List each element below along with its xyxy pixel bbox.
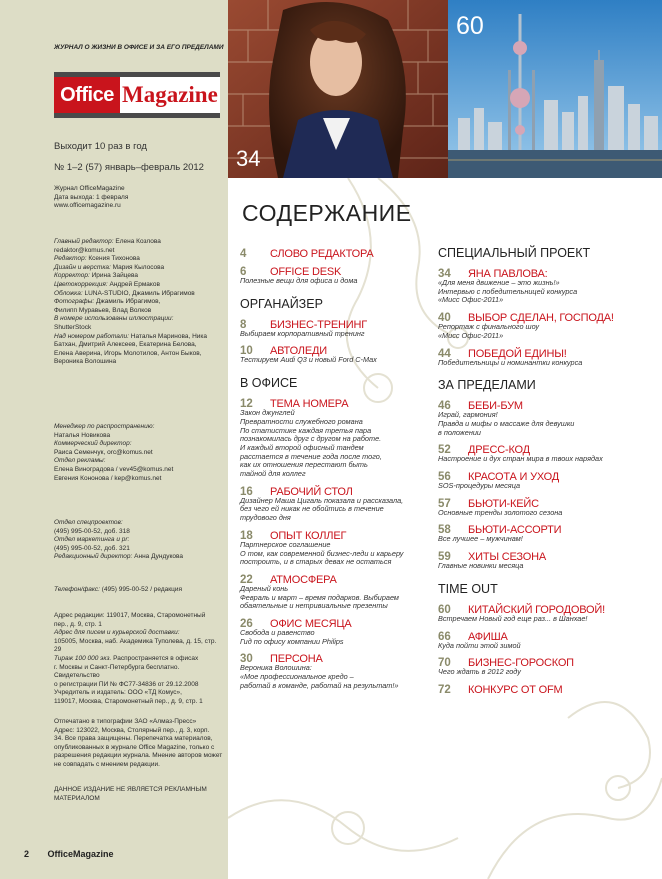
address-line [54, 629, 224, 638]
toc-entry[interactable] [240, 616, 440, 646]
toc-entry-head [438, 682, 638, 695]
toc-entry-description: «Мое профессиональное кредо – [240, 672, 354, 682]
toc-entry-description: Полезные вещи для офиса и дома [240, 276, 358, 285]
toc-entry[interactable] [240, 651, 440, 690]
toc-page-number: 46 [438, 400, 451, 413]
logo-office: Office [54, 77, 120, 113]
contacts-line [54, 528, 224, 537]
toc-page-number: 60 [438, 603, 451, 616]
toc-entry-description: Репортаж с финального шоу [438, 322, 540, 332]
ads-line [54, 466, 224, 475]
print-line: Отпечатано в типографии ЗАО «Алмаз-Пресс» [54, 718, 197, 725]
toc-entry-description: Выбираем корпоративный тренинг [240, 328, 365, 338]
toc-page-number: 18 [240, 529, 253, 542]
address-value: 105005, Москва, наб. Академика Туполева, д. 15, стр. 29 [54, 637, 217, 654]
toc-entry-title[interactable]: БИЗНЕС-ГОРОСКОП [468, 657, 574, 670]
toc-page-number: 40 [438, 312, 451, 325]
toc-entry[interactable] [438, 629, 638, 651]
staff-role: Дизайн и верстка: [54, 263, 111, 271]
toc-entry-description: познакомилась друг с другом на работе. [240, 434, 382, 444]
ads-role: Менеджер по распространению: [54, 423, 155, 430]
staff-value: Вероника Волошина [54, 358, 117, 366]
toc-page-number: 22 [240, 573, 253, 586]
toc-entry-description: Все лучшее – мужчинам! [438, 534, 523, 544]
ads-line [54, 423, 224, 432]
toc-entry-description: По статистике каждая третья пара [240, 425, 372, 435]
toc-page-number: 58 [438, 524, 451, 537]
toc-entry-head [438, 629, 638, 642]
address-value: о регистрации ПИ № ФС77-34836 от 29.12.2008 [54, 680, 199, 688]
toc-entry-description: Дареный конь [240, 583, 289, 593]
staff-role: Фотографы: [54, 298, 95, 306]
address-value: Распространяется в офисах [111, 654, 199, 662]
toc-entry-title[interactable]: ОФИС МЕСЯЦА [270, 618, 352, 631]
toc-entry-description: Дизайнер Маша Цигаль показала и рассказала, [240, 495, 404, 505]
toc-column-left [240, 246, 440, 702]
toc-entry-description: Главные новинки месяца [438, 561, 524, 571]
toc-entry[interactable] [438, 655, 638, 677]
woman-photo-illustration [228, 0, 448, 178]
print-block [54, 718, 224, 770]
toc-entry-title[interactable]: СЛОВО РЕДАКТОРА [270, 248, 374, 260]
toc-entry[interactable] [438, 682, 638, 695]
ads-value: Елена Виноградова / vev45@komus.net [54, 465, 174, 473]
toc-entry[interactable] [240, 343, 440, 365]
contacts-value: (495) 995-00-52, доб. 321 [54, 544, 130, 552]
address-value: Адрес редакции: 119017, Москва, Старомонетный [54, 612, 206, 619]
toc-entry-description: Свобода и равенство [240, 628, 315, 638]
toc-entry-title[interactable]: ОПЫТ КОЛЛЕГ [270, 529, 347, 542]
staff-line [54, 324, 224, 333]
toc-entry-title[interactable]: КРАСОТА И УХОД [468, 471, 559, 484]
print-line: разрешения редакции журнала. Мнение авторов может [54, 752, 223, 760]
print-line: опубликованных в журнале Office Magazine, только с [54, 743, 215, 751]
toc-entry-title[interactable]: OFFICE DESK [270, 266, 342, 278]
toc-entry-head [438, 496, 638, 509]
address-line [54, 689, 224, 698]
address-value: 119017, Москва, Старомонетный пер., д. 9, стр. 1 [54, 697, 203, 705]
staff-value: Наталья Маринова, Ника [128, 332, 208, 340]
toc-page-number: 34 [438, 268, 451, 280]
toc-entry[interactable] [438, 346, 638, 368]
address-value: пер., д. 9, стр. 1 [54, 620, 102, 628]
toc-entry[interactable] [240, 396, 440, 479]
ads-value: Евгения Кононова / kep@komus.net [54, 474, 162, 482]
address-role: Тираж 100 000 экз. [54, 654, 112, 662]
toc-entry-description: Вероника Волошина: [240, 663, 312, 673]
staff-role: Над номером работали: [54, 332, 129, 340]
contacts-line [54, 519, 224, 528]
masthead-sidebar [0, 0, 228, 879]
toc-entry[interactable] [438, 442, 638, 464]
toc-page-number: 59 [438, 551, 451, 564]
toc-entry-description: «Мисс Офис-2011» [438, 295, 504, 305]
phone-line [54, 586, 224, 595]
contacts-line [54, 553, 224, 562]
toc-entry[interactable] [240, 264, 440, 286]
toc-page-number: 70 [438, 657, 451, 670]
staff-value: Елена Козлова [113, 238, 161, 245]
phone-role: Телефон/факс: [54, 586, 100, 593]
ads-line [54, 457, 224, 466]
toc-entry[interactable] [240, 484, 440, 523]
toc-entry[interactable] [240, 572, 440, 611]
toc-entry[interactable] [438, 602, 638, 624]
disclaimer-line: ДАННОЕ ИЗДАНИЕ НЕ ЯВЛЯЕТСЯ РЕКЛАМНЫМ [54, 786, 207, 793]
staff-line [54, 281, 224, 290]
toc-entry-title[interactable]: АФИША [468, 630, 508, 643]
toc-entry-head [240, 528, 440, 541]
ads-role: Коммерческий директор: [54, 440, 132, 448]
disclaimer-line: МАТЕРИАЛОМ [54, 794, 100, 802]
toc-entry-head [240, 484, 440, 497]
toc-entry-description: Интервью с победительницей конкурса [438, 286, 578, 296]
address-line [54, 698, 224, 707]
print-line: 34. Все права защищены. Перепечатка материалов, [54, 735, 213, 743]
toc-page-number: 57 [438, 497, 451, 510]
toc-section-heading: СПЕЦИАЛЬНЫЙ ПРОЕКТ [438, 246, 591, 260]
toc-entry-title[interactable]: ПОБЕДОЙ ЕДИНЫ! [468, 347, 567, 360]
toc-entry-description: Правда и мифы о массаже для девушки [438, 418, 575, 428]
staff-block [54, 238, 224, 367]
staff-value: Джамиль Ибрагимов, [94, 298, 161, 306]
staff-line [54, 247, 224, 256]
toc-entry-title[interactable]: ТЕМА НОМЕРА [270, 398, 349, 411]
toc-entry-title[interactable]: БЬЮТИ-АССОРТИ [468, 524, 562, 537]
staff-role: Редактор: [54, 255, 87, 263]
address-role: Адрес для писем и курьерской доставки: [54, 629, 180, 637]
toc-entry-description: SOS-процедуры месяца [438, 481, 521, 491]
toc-entry-description: без чего ей никак не обойтись в течение [240, 504, 384, 514]
page-footer [24, 849, 114, 859]
footer-magazine: OfficeMagazine [47, 849, 114, 859]
toc-entry-title[interactable]: АТМОСФЕРА [270, 573, 337, 586]
staff-line [54, 333, 224, 342]
toc-section-heading: TIME OUT [438, 581, 498, 596]
toc-entry-description: Победительницы и номинантки конкурса [438, 357, 583, 367]
toc-page-number: 8 [240, 318, 247, 331]
phone-value: (495) 995-00-52 / редакция [99, 586, 183, 593]
cover-photo-shanghai [448, 0, 662, 178]
toc-entry-description: Тестируем Audi Q3 и новый Ford C-Max [240, 355, 377, 365]
staff-line [54, 350, 224, 359]
toc-title: СОДЕРЖАНИЕ [242, 200, 412, 226]
ads-block [54, 423, 224, 483]
disclaimer [54, 786, 224, 803]
ads-line [54, 440, 224, 449]
ads-line [54, 475, 224, 484]
staff-role: Главный редактор: [54, 238, 114, 245]
staff-line [54, 238, 224, 247]
address-line [54, 655, 224, 664]
toc-entry-description: «Мисс Офис-2011» [438, 330, 504, 340]
address-line [54, 621, 224, 630]
tagline: ЖУРНАЛ О ЖИЗНИ В ОФИСЕ И ЗА ЕГО ПРЕДЕЛАМИ [54, 44, 224, 51]
toc-page-number: 56 [438, 471, 451, 484]
toc-entry-title[interactable]: РАБОЧИЙ СТОЛ [270, 485, 353, 498]
address-line [54, 638, 224, 655]
toc-entry-title[interactable]: БИЗНЕС-ТРЕНИНГ [270, 318, 368, 331]
staff-line [54, 315, 224, 324]
toc-entry-title[interactable]: БЕБИ-БУМ [468, 400, 523, 413]
toc-page-number: 16 [240, 485, 253, 498]
issue-number: № 1–2 (57) январь–февраль 2012 [54, 162, 204, 173]
toc-entry-description: Партнерское соглашение [240, 539, 331, 549]
toc-entry-head [438, 346, 638, 359]
toc-entry-head [240, 572, 440, 585]
imprint-block [54, 185, 224, 211]
toc-entry-description: Основные тренды золотого сезона [438, 507, 563, 517]
frequency: Выходит 10 раз в год [54, 141, 147, 152]
staff-value: ShutterStock [54, 323, 92, 331]
toc-entry-description: Настроение и дух стран мира в твоих нарядах [438, 454, 603, 464]
toc-page-number: 52 [438, 444, 451, 457]
ads-value: Раиса Семенчук, orc@komus.net [54, 448, 153, 456]
toc-entry-head [240, 246, 440, 259]
staff-line [54, 358, 224, 367]
ads-value: Наталья Новикова [54, 431, 111, 439]
toc-entry-description: построить, и в старых девах не остаться [240, 557, 392, 567]
toc-entry-description: Превратности служебного романа [240, 416, 363, 426]
toc-page-number: 4 [240, 248, 247, 260]
toc-entry-title[interactable]: ХИТЫ СЕЗОНА [468, 551, 546, 564]
photo-page-number-right: 60 [456, 12, 484, 40]
staff-line [54, 272, 224, 281]
toc-entry[interactable] [438, 266, 638, 305]
staff-line [54, 307, 224, 316]
toc-page-number: 66 [438, 630, 451, 643]
staff-value: LUNA-STUDIO, Джамиль Ибрагимов [82, 289, 195, 297]
toc-page-number: 26 [240, 618, 253, 631]
toc-page-number: 6 [240, 266, 247, 278]
toc-entry-description: Закон джунглей [240, 408, 295, 418]
toc-entry-description: расстается в течение года после того, [240, 451, 382, 461]
contacts-block [54, 519, 224, 562]
address-line [54, 664, 224, 681]
toc-entry-head [438, 602, 638, 615]
logo-magazine: Magazine [122, 82, 218, 107]
toc-entry-description: Встречаем Новый год еще раз... в Шанхае! [438, 613, 588, 623]
imprint-line: www.officemagazine.ru [54, 202, 121, 210]
toc-entry-description: работай в команде, работай на результат!» [240, 680, 399, 690]
staff-line [54, 341, 224, 350]
staff-line [54, 255, 224, 264]
staff-value: Ирина Зайцева [89, 272, 138, 280]
page-number: 2 [24, 849, 30, 859]
address-line [54, 681, 224, 690]
toc-entry-description: трудового дня [240, 513, 291, 523]
toc-section-heading: В ОФИСЕ [240, 376, 298, 391]
toc-entry-title[interactable]: БЬЮТИ-КЕЙС [468, 497, 539, 510]
staff-value: redaktor@komus.net [54, 246, 115, 254]
staff-role: Корректор: [54, 272, 90, 280]
toc-entry-title[interactable]: КИТАЙСКИЙ ГОРОДОВОЙ! [468, 603, 605, 616]
address-value: г. Москвы и Санкт-Петербурга бесплатно. Свидетельство [54, 663, 180, 680]
toc-entry-description: Играй, гармония! [438, 410, 498, 420]
staff-value: Елена Аверина, Игорь Молотилов, Антон Быков, [54, 349, 202, 357]
toc-entry[interactable] [438, 310, 638, 340]
toc-entry[interactable] [438, 398, 638, 437]
contacts-value: Анна Дундукова [132, 553, 184, 561]
toc-page-number: 44 [438, 347, 451, 360]
phone-block [54, 586, 224, 595]
toc-entry-description: Февраль и март – время подарков. Выбираем [240, 592, 399, 602]
toc-entry-description: Куда пойти этой зимой [438, 640, 521, 650]
toc-page-number: 12 [240, 398, 253, 411]
ads-role: Отдел рекламы: [54, 457, 106, 465]
magazine-logo [54, 72, 220, 118]
toc-entry-description: И каждый второй офисный тандем [240, 442, 364, 452]
staff-role: Цветокоррекция: [54, 280, 108, 288]
contacts-role: Отдел маркетинга и pr: [54, 536, 130, 544]
address-line [54, 612, 224, 621]
toc-entry-description: Чего ждать в 2012 году [438, 667, 521, 677]
staff-value: Мария Кылосова [110, 263, 165, 271]
toc-entry-description: тайной для коллег [240, 469, 306, 479]
toc-entry-title[interactable]: ДРЕСС-КОД [468, 444, 530, 457]
print-line: не совпадать с мнением редакции. [54, 760, 160, 768]
staff-value: Андрей Ермаков [107, 280, 160, 288]
contacts-line [54, 536, 224, 545]
toc-column-right [438, 246, 638, 706]
toc-entry-title[interactable]: ВЫБОР СДЕЛАН, ГОСПОДА! [468, 312, 614, 325]
photo-page-number-left: 34 [236, 146, 261, 171]
toc-entry[interactable] [438, 549, 638, 571]
toc-page-number: 72 [438, 683, 451, 696]
contacts-role: Отдел спецпроектов: [54, 519, 123, 526]
toc-entry[interactable] [240, 246, 440, 259]
toc-entry-title[interactable]: ПЕРСОНА [270, 653, 323, 666]
toc-section-heading: ОРГАНАЙЗЕР [240, 296, 323, 311]
imprint-line: Дата выхода: 1 февраля [54, 193, 129, 201]
toc-entry-description: Гид по офису компании Philips [240, 636, 344, 646]
staff-role: Обложка: [54, 289, 83, 297]
ads-line [54, 432, 224, 441]
toc-entry[interactable] [438, 522, 638, 544]
toc-section-heading: ЗА ПРЕДЕЛАМИ [438, 378, 536, 393]
address-block [54, 612, 224, 707]
toc-entry-description: в положении [438, 427, 481, 437]
cover-photo-woman [228, 0, 448, 178]
toc-entry[interactable] [438, 496, 638, 518]
staff-line [54, 298, 224, 307]
address-value: Учредитель и издатель: ООО «ТД Комус», [54, 689, 182, 697]
contacts-value: (495) 995-00-52, доб. 318 [54, 527, 130, 535]
toc-entry-description: как их отношения перестают быть [240, 460, 368, 470]
staff-role: В номере использованы иллюстрации: [54, 315, 174, 323]
staff-line [54, 290, 224, 299]
staff-value: Батхан, Дмитрий Алексеев, Екатерина Белова, [54, 341, 197, 349]
table-of-contents [228, 178, 662, 879]
toc-entry-description: обаятельные и нетривиальные презенты [240, 601, 388, 611]
staff-value: Ксения Тихонова [86, 255, 140, 263]
print-line: Адрес: 123022, Москва, Столярный пер., д. 3, корп. [54, 726, 210, 734]
toc-entry-description: О том, как современной бизнес-леди и карьеру [240, 548, 404, 558]
toc-entry-title[interactable]: АВТОЛЕДИ [270, 345, 327, 358]
toc-entry-title[interactable]: КОНКУРС ОТ OFM [468, 683, 563, 696]
staff-value: Филипп Муравьев, Влад Волков [54, 306, 152, 314]
toc-page-number: 30 [240, 653, 253, 666]
toc-entry-head [240, 317, 440, 330]
toc-entry-title[interactable]: ЯНА ПАВЛОВА: [468, 268, 548, 280]
toc-entry-description: «Для меня движение – это жизнь!» [438, 278, 560, 287]
contacts-role: Редакционный директор: [54, 553, 133, 561]
imprint-line: Журнал OfficeMagazine [54, 185, 125, 192]
toc-page-number: 10 [240, 345, 253, 358]
toc-entry[interactable] [438, 469, 638, 491]
toc-entry[interactable] [240, 317, 440, 339]
toc-entry[interactable] [240, 528, 440, 567]
